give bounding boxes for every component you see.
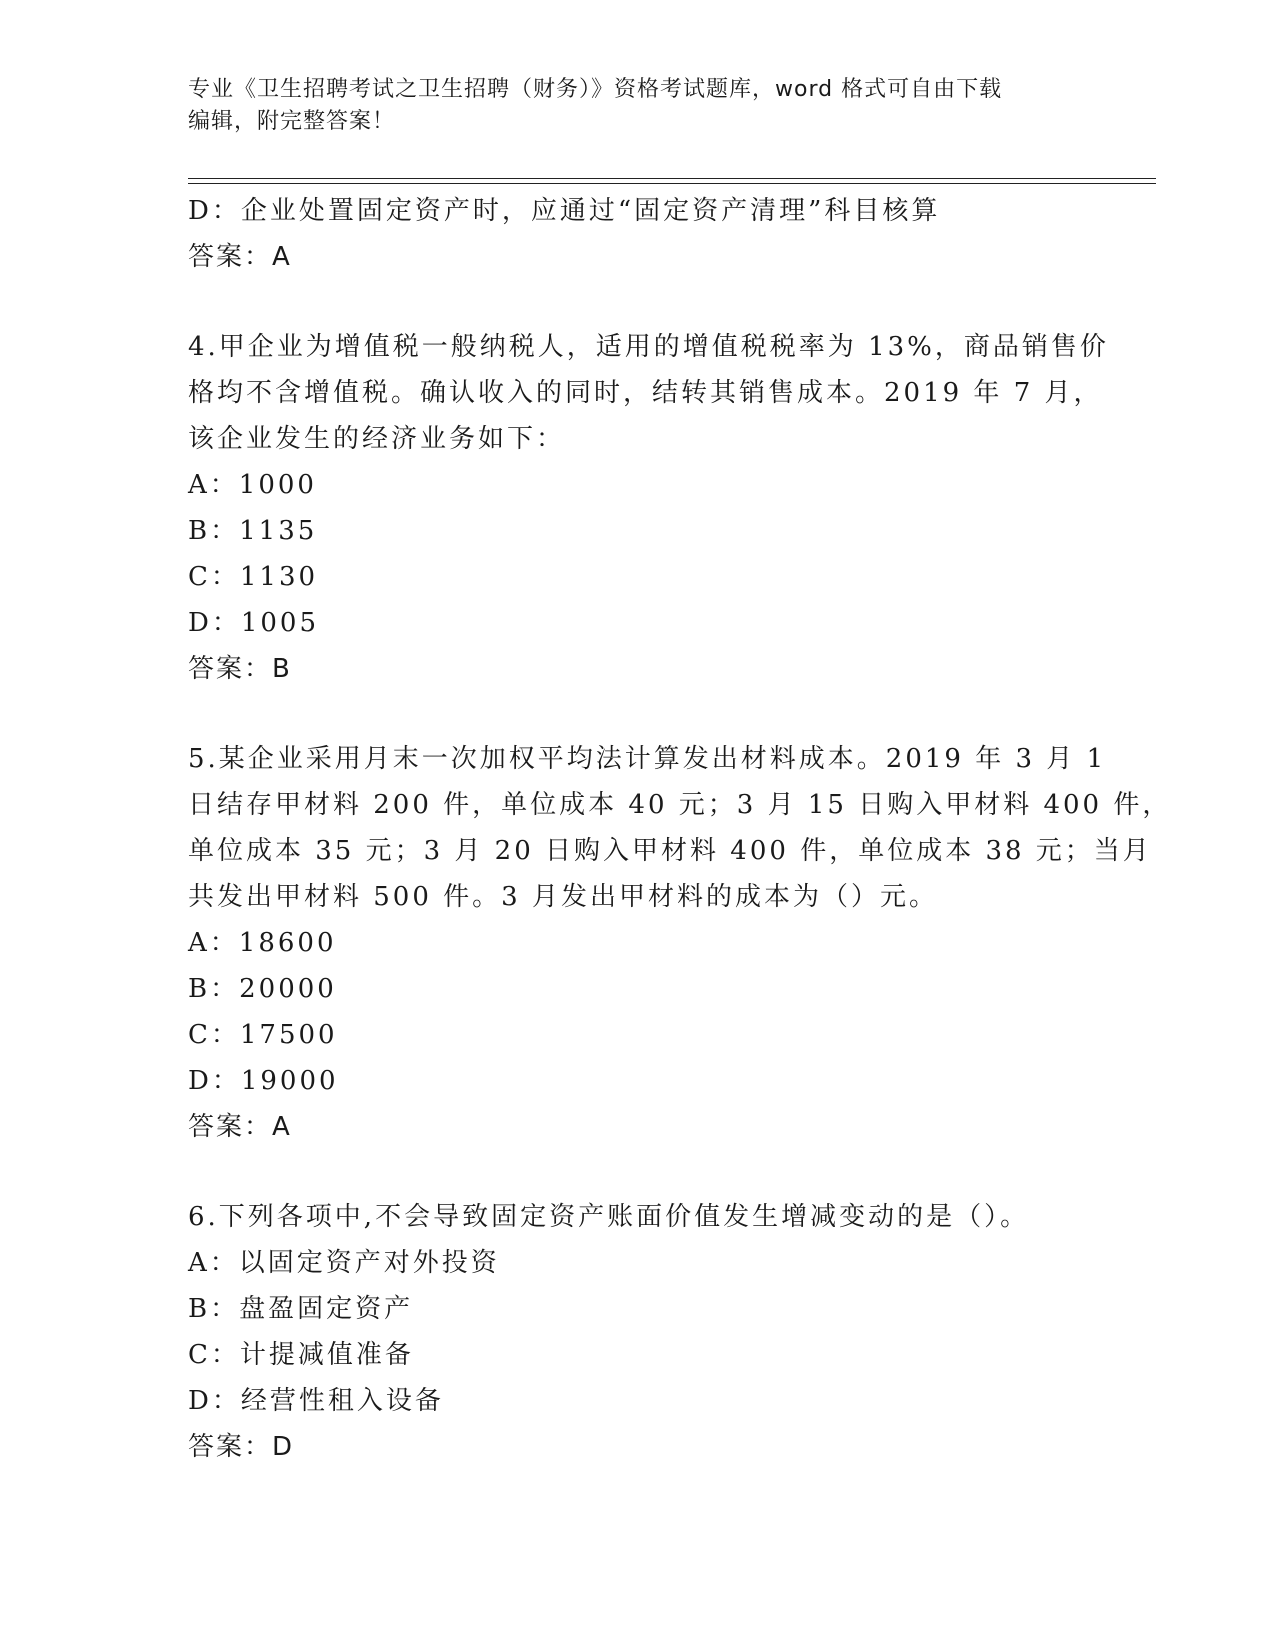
question-stem-line: 4.甲企业为增值税一般纳税人，适用的增值税税率为 13%，商品销售价 [188,332,1109,362]
question-stem-line: 日结存甲材料 200 件，单位成本 40 元；3 月 15 日购入甲材料 400 件， [188,790,1172,820]
option-c: C：17500 [188,1020,338,1050]
option-d: D：1005 [188,608,320,638]
option-a: A：18600 [188,928,337,958]
option-b: B：20000 [188,974,337,1004]
header-rule-bottom [188,183,1156,184]
header-rule-top [188,178,1156,179]
header-line-2: 编辑，附完整答案！ [188,109,396,134]
answer: 答案：A [188,242,292,272]
question-3-tail [188,188,1088,280]
header-line-1: 专业《卫生招聘考试之卫生招聘（财务）》资格考试题库，word 格式可自由下载 [188,77,1003,102]
answer: 答案：D [188,1432,295,1462]
option-b: B：1135 [188,516,318,546]
question-stem-line: 6.下列各项中,不会导致固定资产账面价值发生增减变动的是（）。 [188,1202,1030,1232]
document-body [188,188,1172,1470]
question-5 [188,736,1172,1150]
option-d: D：企业处置固定资产时，应通过“固定资产清理”科目核算 [188,196,941,226]
option-b: B：盘盈固定资产 [188,1294,414,1324]
question-4 [188,324,1109,692]
question-stem-line: 单位成本 35 元；3 月 20 日购入甲材料 400 件，单位成本 38 元；当月 [188,836,1152,866]
option-d: D：19000 [188,1066,339,1096]
question-stem-line: 5.某企业采用月末一次加权平均法计算发出材料成本。2019 年 3 月 1 [188,744,1107,774]
option-a: A：以固定资产对外投资 [188,1248,500,1278]
page-header [188,74,1088,138]
option-d: D：经营性租入设备 [188,1386,444,1416]
answer: 答案：B [188,654,292,684]
question-stem-line: 格均不含增值税。确认收入的同时，结转其销售成本。2019 年 7 月， [188,378,1103,408]
option-a: A：1000 [188,470,317,500]
option-c: C：1130 [188,562,319,592]
question-stem-line: 共发出甲材料 500 件。3 月发出甲材料的成本为（）元。 [188,882,938,912]
answer: 答案：A [188,1112,292,1142]
question-6 [188,1194,1088,1470]
option-c: C：计提减值准备 [188,1340,414,1370]
question-stem-line: 该企业发生的经济业务如下： [188,424,566,454]
